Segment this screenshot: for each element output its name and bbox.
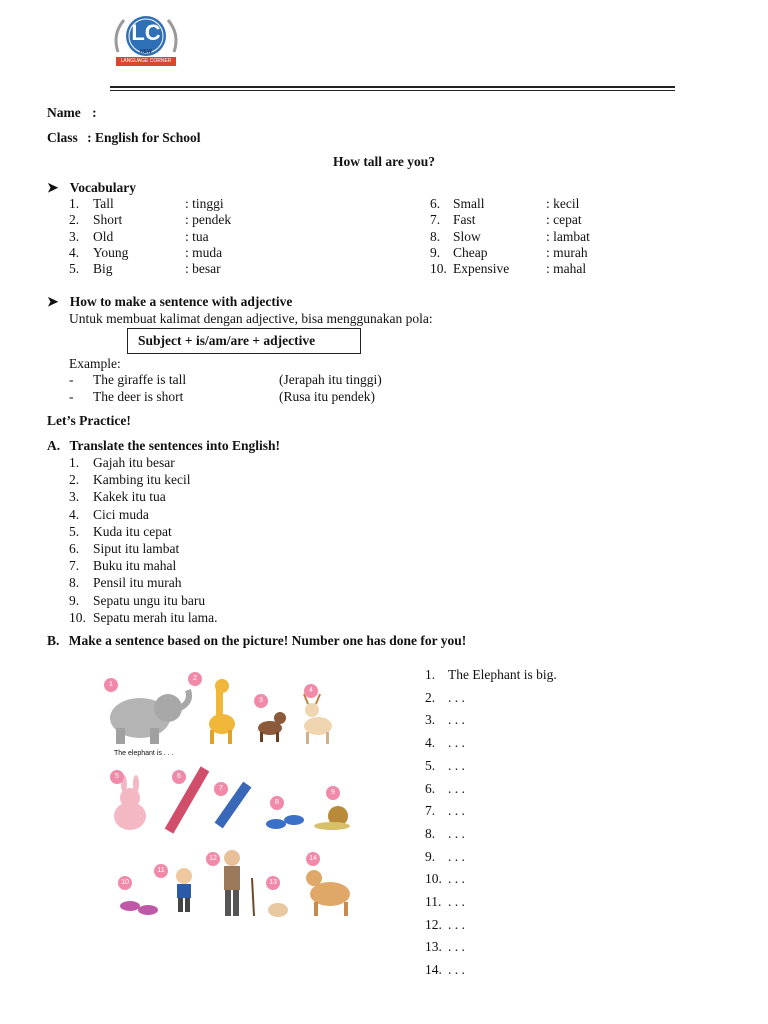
deer-icon [304,694,332,744]
vocabulary-word: Big [93,261,113,277]
picture-caption: The elephant is . . . [114,750,174,757]
picture-number-badge: 4 [304,684,318,698]
vocabulary-meaning: : lambat [546,228,590,244]
hamster-icon [268,903,288,917]
answer-text: . . . [448,939,465,955]
adjective-intro: Untuk membuat kalimat dengan adjective, bisa menggunakan pola: [69,311,433,326]
picture-number-badge: 2 [188,672,202,686]
section-a-number: 1. [69,455,80,470]
answer-number: 14. [425,962,442,978]
section-a-text: Sepatu ungu itu baru [93,592,206,608]
answer-number: 11. [425,894,442,909]
vocabulary-meaning: : tua [185,228,209,244]
section-a-number: 2. [69,472,80,488]
logo [110,12,182,74]
vocabulary-word: Young [93,244,129,260]
vocabulary-meaning: : mahal [546,261,587,277]
section-a-text: Cici muda [93,506,149,522]
picture-number-badge: 3 [254,694,268,708]
example-english: The giraffe is tall [93,372,187,387]
vocabulary-meaning: : kecil [546,196,580,211]
answer-text: . . . [448,916,465,932]
practice-heading: Let’s Practice! [47,413,131,428]
vocabulary-word: Cheap [453,244,488,260]
snail-icon [314,806,350,830]
section-a-number: 10. [69,609,86,625]
answer-number: 13. [425,939,442,955]
name-line [47,105,97,121]
name-colon: : [92,105,97,120]
example-dash: - [69,388,74,404]
section-a-number: 3. [69,489,80,505]
section-b-heading: Make a sentence based on the picture! Number one has done for you! [68,633,467,648]
vocabulary-number: 10. [430,261,447,277]
answer-text: . . . [448,757,465,773]
section-a-letter: A. [47,438,61,453]
answer-number: 2. [425,689,436,705]
example-english: The deer is short [93,388,184,404]
section-a-number: 8. [69,575,80,591]
answer-number: 1. [425,667,436,682]
section-a-text: Kambing itu kecil [93,472,191,488]
answer-number: 7. [425,803,436,819]
answer-text: . . . [448,825,465,841]
vocabulary-number: 7. [430,212,441,228]
adjective-heading: How to make a sentence with adjective [69,294,293,309]
section-b-heading-line [47,633,466,649]
section-a-number: 6. [69,541,80,556]
section-a-text: Pensil itu murah [93,575,182,591]
vocabulary-number: 6. [430,196,441,211]
section-a-number: 5. [69,523,80,539]
pink-shoes-icon [120,901,158,915]
vocabulary-meaning: : besar [185,261,221,277]
example-translation: (Jerapah itu tinggi) [279,372,382,387]
header-rule-thick [110,86,675,88]
picture-number-badge: 6 [172,770,186,784]
picture-number-badge: 14 [306,852,320,866]
vocabulary-meaning: : murah [546,244,588,260]
vocabulary-word: Small [453,196,485,211]
section-a-heading: Translate the sentences into English! [69,438,281,453]
vocabulary-meaning: : muda [185,244,223,260]
vocabulary-word: Slow [453,228,481,244]
vocabulary-number: 2. [69,212,80,228]
answer-text: . . . [448,689,465,705]
vocabulary-word: Short [93,212,123,228]
vocabulary-number: 8. [430,228,441,244]
section-a-text: Gajah itu besar [93,455,175,470]
picture-number-badge: 10 [118,876,132,890]
elephant-icon [110,690,189,744]
boy-icon [176,868,192,912]
vocabulary-heading-line [47,180,136,196]
picture-number-badge: 9 [326,786,340,800]
name-label: Name [47,105,81,120]
logo-initials: LC [131,20,161,45]
section-a-heading-line [47,438,280,454]
section-a-number: 7. [69,558,80,574]
picture-number-badge: 1 [104,678,118,692]
example-label: Example: [69,356,121,371]
vocabulary-word: Old [93,228,114,244]
pattern-box: Subject + is/am/are + adjective [127,328,361,354]
old-man-icon [224,850,254,916]
class-line [47,130,201,146]
page-title: How tall are you? [332,154,436,169]
answer-number: 4. [425,735,436,751]
giraffe-icon [209,679,235,744]
section-a-text: Kakek itu tua [93,489,166,505]
example-translation: (Rusa itu pendek) [279,388,375,404]
section-a-text: Siput itu lambat [93,541,180,556]
adjective-heading-line [47,294,292,310]
answer-number: 10. [425,871,442,887]
answer-number: 5. [425,757,436,773]
section-a-text: Buku itu mahal [93,558,177,574]
answer-text: . . . [448,848,465,864]
vocabulary-number: 3. [69,228,80,244]
logo-top-text: NEW [140,49,152,55]
answer-text: . . . [448,712,465,728]
vocabulary-number: 9. [430,244,441,260]
answer-text: . . . [448,780,465,796]
picture-number-badge: 8 [270,796,284,810]
answer-number: 12. [425,916,442,932]
class-value: : English for School [87,130,201,145]
section-a-number: 9. [69,592,80,608]
answer-number: 8. [425,825,436,841]
picture-number-badge: 12 [206,852,220,866]
logo-banner: LANGUAGE CORNER [120,58,172,64]
header-rule-thin [110,90,675,91]
section-a-text: Kuda itu cepat [93,523,172,539]
class-label: Class [47,130,78,145]
answer-text: The Elephant is big. [448,667,557,682]
vocabulary-meaning: : pendek [185,212,232,228]
section-b-letter: B. [47,633,60,648]
goat-icon [258,712,286,742]
vocabulary-meaning: : cepat [546,212,582,228]
vocabulary-number: 4. [69,244,80,260]
answer-number: 6. [425,780,436,796]
picture-panel [100,668,370,928]
answer-number: 9. [425,848,436,864]
answer-text: . . . [448,894,465,909]
vocabulary-number: 1. [69,196,80,211]
answer-text: . . . [448,803,465,819]
picture-number-badge: 11 [154,864,168,878]
answer-text: . . . [448,871,465,887]
section-a-number: 4. [69,506,80,522]
bullet-arrow-icon: ➤ [47,294,59,309]
example-dash: - [69,372,74,387]
vocabulary-word: Expensive [453,261,510,277]
blue-shoes-icon [266,815,304,829]
picture-number-badge: 13 [266,876,280,890]
vocabulary-heading: Vocabulary [69,180,136,195]
horse-icon [306,870,350,916]
answer-text: . . . [448,735,465,751]
vocabulary-number: 5. [69,261,80,277]
answer-text: . . . [448,962,465,978]
bullet-arrow-icon: ➤ [47,180,59,195]
vocabulary-meaning: : tinggi [185,196,224,211]
answer-number: 3. [425,712,436,728]
vocabulary-word: Fast [453,212,476,228]
picture-number-badge: 5 [110,770,124,784]
picture-number-badge: 7 [214,782,228,796]
vocabulary-word: Tall [93,196,114,211]
section-a-text: Sepatu merah itu lama. [93,609,218,625]
